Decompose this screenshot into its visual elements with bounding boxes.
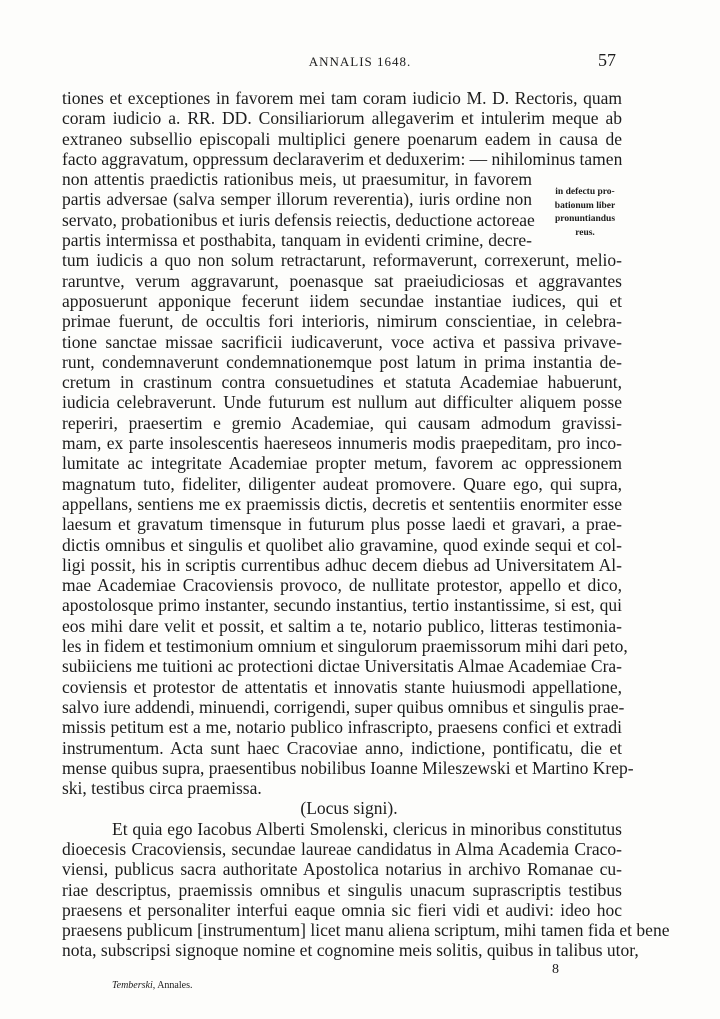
text-line: cretum in crastinum contra consuetudines et statuta Academiae habuerunt, [62, 372, 622, 393]
text-line: praesens publicum [instrumentum] licet manu aliena scriptum, mihi tamen fida et bene [62, 920, 670, 941]
text-line: viensi, publicus sacra authoritate Apostolica notarius in archivo Romanae cu- [62, 859, 622, 880]
text-line: tione sanctae missae sacrificii iudicaverunt, voce activa et passiva privave- [62, 331, 622, 352]
paragraph-appellation [62, 88, 634, 799]
text-line: praesens et personaliter interfui eaque omnia sic fieri vidi et audivi: ideo hoc [62, 899, 622, 920]
text-line: partis adversae (salva semper illorum reverentia), iuris ordine non [62, 189, 532, 210]
text-line: subiiciens me tuitioni ac protectioni dictae Universitatis Almae Academiae Cra- [62, 656, 622, 677]
text-line: partis intermissa et posthabita, tanquam in evidenti crimine, decre- [62, 230, 532, 251]
footer-work: , Annales. [152, 980, 193, 991]
text-line: riae descriptus, praemissis omnibus et singulis unacum suprascriptis testibus [62, 879, 622, 900]
text-line: dictis omnibus et singulis et quolibet alio gravamine, quod exinde sequi et col- [62, 534, 622, 555]
text-line: apostolosque primo instanter, secundo instantius, tertio instantissime, si est, qui [62, 595, 622, 616]
text-line: eos mihi dare velit et possit, et saltim a te, notario publico, litteras testimonia- [62, 615, 622, 636]
text-line: dioecesis Cracoviensis, secundae laureae candidatus in Alma Academia Craco- [62, 838, 622, 859]
page-number: 57 [598, 50, 616, 70]
footer-author: Temberski [112, 980, 153, 991]
main-text [62, 88, 670, 961]
text-line: magnatum tuto, fideliter, diligenter audeat promovere. Quare ego, qui supra, [62, 473, 622, 494]
text-line: mae Academiae Cracoviensis provoco, de nullitate protestor, appello et dico, [62, 575, 622, 596]
text-line: appellans, sentiens me ex praemissis dictis, decretis et sententiis enormiter esse [62, 493, 622, 514]
text-line: apposuerunt apponique fecerunt iidem secundae instantiae iudices, qui et [62, 290, 622, 311]
text-line: servato, probationibus et iuris defensis reiectis, deductione actoreae [62, 209, 535, 230]
text-line: Et quia ego Iacobus Alberti Smolenski, clericus in minoribus constitutus [112, 818, 622, 839]
text-line: tum iudicis a quo non solum retractarunt, reformaverunt, correxerunt, melio- [62, 250, 622, 271]
text-line: coram iudicio a. RR. DD. Consiliariorum allegaverim et intulerim meque ab [62, 108, 622, 129]
text-line: laesum et gravatum timensque in futurum plus posse laedi et gravari, a prae- [62, 514, 622, 535]
signature-mark: 8 [552, 962, 559, 977]
text-line: nota, subscripsi signoque nomine et cognomine meis solitis, quibus in talibus utor, [62, 940, 639, 961]
text-line: non attentis praedictis rationibus meis, ut praesumitur, in favorem [62, 169, 532, 190]
text-line: runt, condemnaverunt condemnationemque post latum in prima instantia de- [62, 351, 622, 372]
text-line: iudicia celebraverunt. Unde futurum est nullum aut difficulter aliquem posse [62, 392, 622, 413]
text-line: tiones et exceptiones in favorem mei tam coram iudicio M. D. Rectoris, quam [62, 88, 622, 108]
text-line: mam, ex parte insolescentis haereseos innumeris modis praepeditam, pro inco- [62, 433, 622, 454]
text-line: salvo iure addendi, minuendi, corrigendi, super quibus omnibus et singulis prae- [62, 696, 625, 717]
text-line: coviensis et protestor de attentatis et innovatis stante huiusmodi appellatione, [62, 676, 622, 697]
text-line: ski, testibus circa praemissa. [62, 778, 262, 799]
locus-signi: (Locus signi). [300, 798, 398, 819]
running-head: ANNALIS 1648. [308, 54, 412, 69]
paragraph-notary [62, 818, 670, 961]
footer-source [112, 980, 192, 991]
text-line: reperiri, praesertim e gremio Academiae, qui causam admodum gravissi- [62, 412, 622, 433]
text-line: mense quibus supra, praesentibus nobilibus Ioanne Mileszewski et Martino Krep- [62, 757, 634, 778]
text-line: primae fuerunt, de occultis fori interioris, nimirum conscientiae, in celebra- [62, 311, 622, 332]
text-line: facto aggravatum, oppressum declaraverim et deduxerim: — nihilominus tamen [62, 148, 623, 169]
margin-note-line: pronuntiandus [554, 214, 616, 224]
text-line: raruntve, verum aggravarunt, poenasque sat praeiudiciosas et aggravantes [62, 270, 622, 291]
text-line: les in fidem et testimonium omnium et singulorum praemissorum mihi dari peto, [62, 636, 628, 657]
text-line: extraneo subsellio episcopali multiplici genere poenarum eadem in causa de [62, 128, 622, 149]
text-line: instrumentum. Acta sunt haec Cracoviae anno, indictione, pontificatu, die et [62, 737, 622, 758]
margin-note-line: bationum liber [554, 200, 616, 211]
text-line: missis petitum est a me, notario publico infrascripto, praesens confici et extradi [62, 717, 622, 738]
margin-note-line: in defectu pro- [555, 187, 615, 197]
text-line: ligi possit, his in scriptis currentibus adhuc decem diebus ad Universitatem Al- [62, 554, 622, 575]
text-line: lumitate ac integritate Academiae propter metum, favorem ac oppressionem [62, 453, 622, 474]
margin-note-line: reus. [575, 227, 595, 238]
